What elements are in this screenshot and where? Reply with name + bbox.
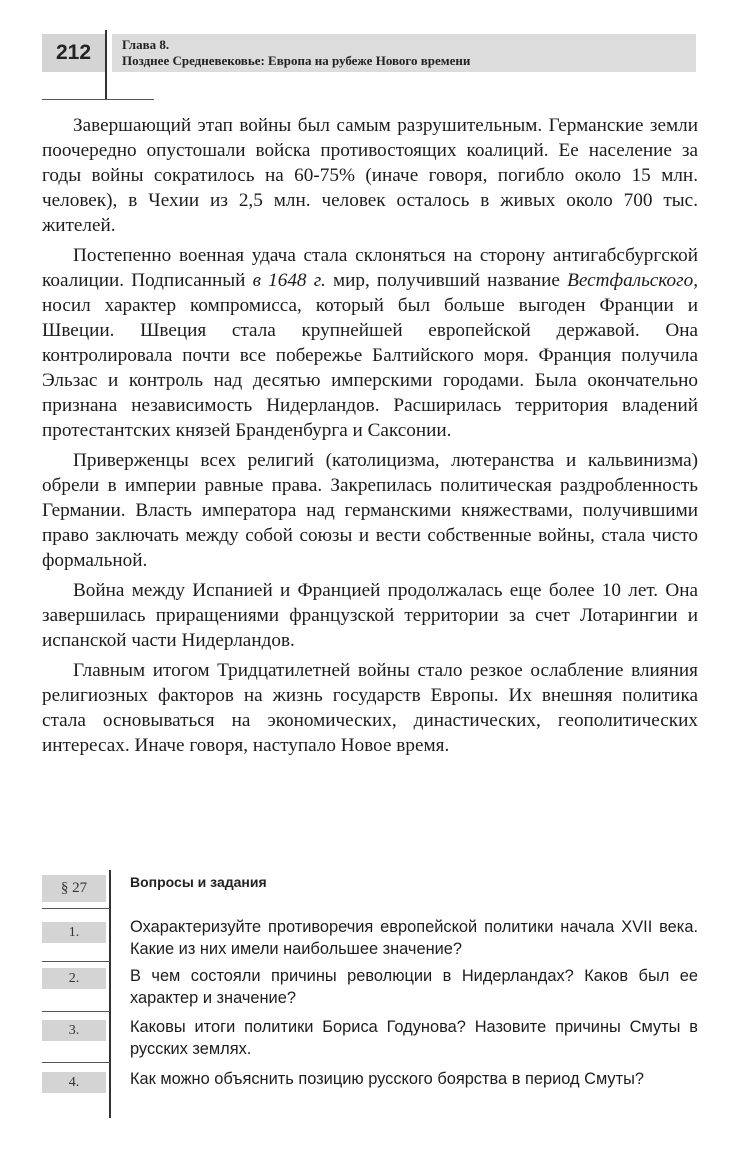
paragraph-text: мир, получивший название [325,270,568,291]
paragraph: Война между Испанией и Францией продолжалась еще более 10 лет. Она завершилась приращениями французской территории за счет Лотарингии и испанской части Нидерландов. [42,580,698,651]
emphasis-date: в 1648 г. [252,270,326,291]
chapter-band [112,34,696,72]
chapter-label: Глава 8. [122,37,170,52]
header-rule [42,99,154,100]
page-header [42,30,696,74]
paragraph-text: носил характер компромисса, который был больше выгоден Франции и Швеции. Швеция стала крупнейшей европейской державой. Она контролировала почти все побережье Балтийского моря. Франция получила Эльзас и контроль над десятью имперскими городами. Была окончательно признана независимость Нидерландов. Расширилась территория владений протестантских князей Бранденбурга и Саксонии. [42,295,698,441]
question-number: 1. [42,922,106,943]
questions-heading: Вопросы и задания [130,874,267,890]
question-text: В чем состояли причины революции в Нидерландах? Каков был ее характер и значение? [130,967,698,1007]
separator [42,1062,110,1063]
paragraph-text: Постепенно военная удача стала склоняться на сторону антигабсбургской коалиции. Подписанный [42,245,698,291]
paragraph [42,243,698,443]
separator [42,1011,110,1012]
question-text: Охарактеризуйте противоречия европейской политики начала XVII века. Какие из них имели наибольшее значение? [130,918,698,958]
questions-section [42,870,698,1120]
question-number: 3. [42,1020,106,1041]
paragraph: Главным итогом Тридцатилетней войны стало резкое ослабление влияния религиозных факторов на жизнь государств Европы. Их внешняя политика стала основываться на экономических, династических, геополитических интересах. Иначе говоря, наступало Новое время. [42,660,698,756]
separator [42,961,110,962]
question-number: 2. [42,968,106,989]
header-divider [105,30,107,100]
paragraph: Приверженцы всех религий (католицизма, лютеранства и кальвинизма) обрели в империи равные права. Закрепилась политическая раздробленность Германии. Власть императора над германскими княжествами, получившими право заключать между собой союзы и вести собственные войны, стала чисто формальной. [42,450,698,571]
page-number: 212 [42,34,105,72]
question-number: 4. [42,1072,106,1093]
question-text: Каковы итоги политики Бориса Годунова? Назовите причины Смуты в русских землях. [130,1018,698,1058]
paragraph: Завершающий этап войны был самым разрушительным. Германские земли поочередно опустошали войска противостоящих коалиций. Ее население за годы войны сократилось на 60-75% (иначе говоря, погибло около 15 млн. человек), в Чехии из 2,5 млн. человек осталось в живых около 700 тыс. жителей. [42,115,698,236]
section-number: § 27 [42,875,106,902]
chapter-title: Позднее Средневековье: Европа на рубеже Нового времени [122,53,471,68]
body-text [42,113,698,763]
question-text: Как можно объяснить позицию русского боярства в период Смуты? [130,1070,644,1088]
emphasis-term: Вестфальского, [567,270,699,291]
separator [42,908,110,909]
